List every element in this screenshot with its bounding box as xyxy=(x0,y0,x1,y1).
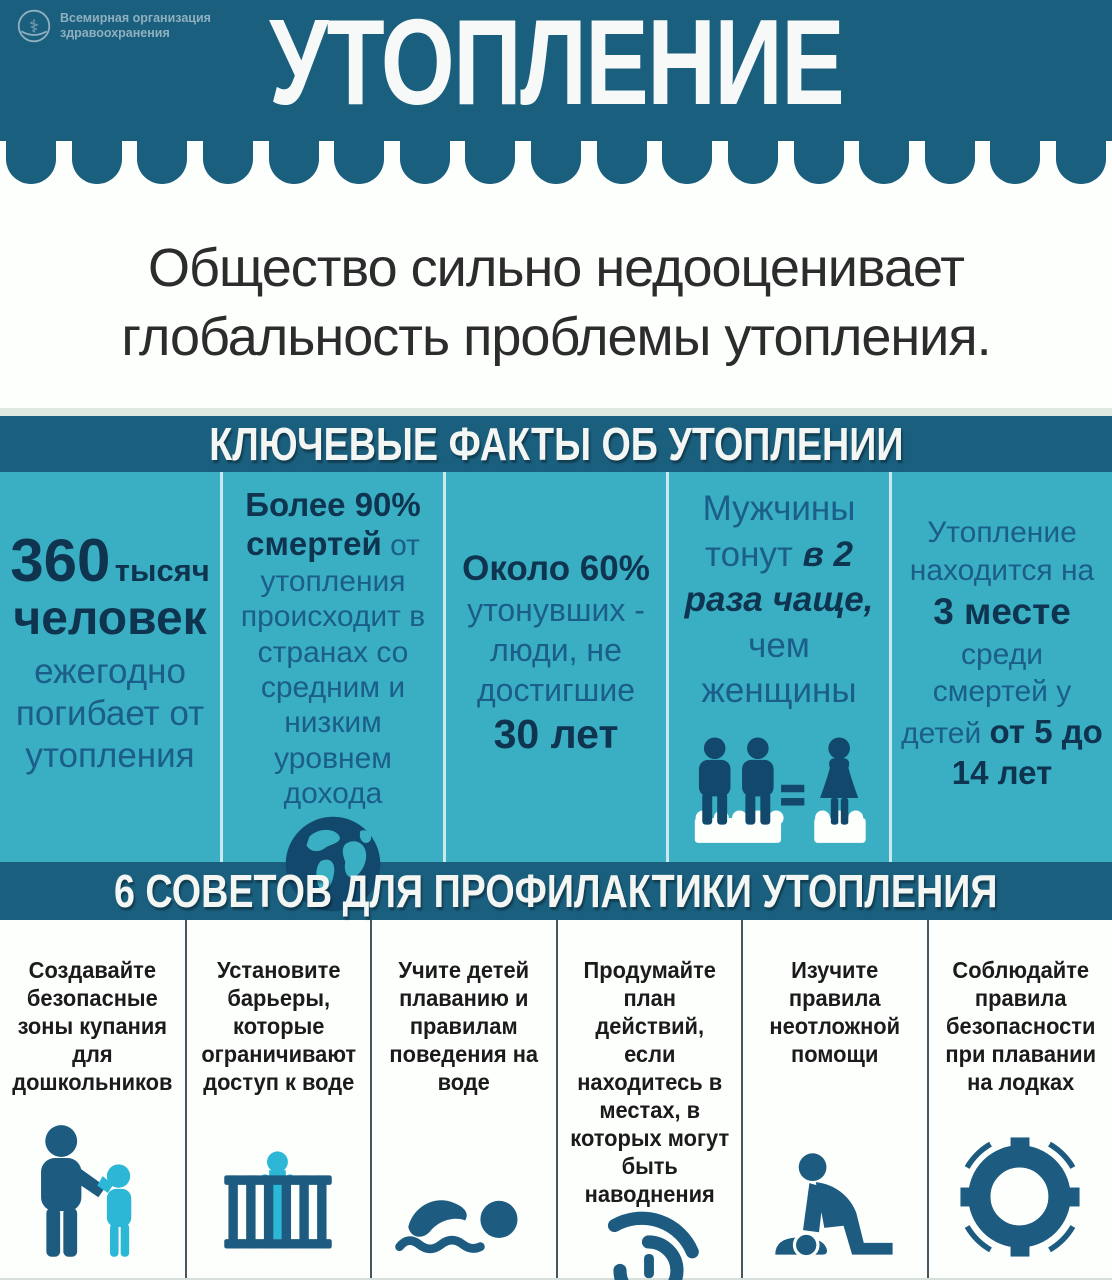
fact-child-deaths xyxy=(889,472,1112,862)
tip-first-aid xyxy=(741,920,926,1278)
cpr-first-aid-icon xyxy=(760,1149,910,1266)
fact-emphasis: Около 60% xyxy=(462,549,650,589)
page-title: УТОПЛЕНИЕ xyxy=(268,0,844,130)
wave-finger xyxy=(531,132,581,184)
svg-text:⚕: ⚕ xyxy=(29,16,39,37)
wave-finger xyxy=(728,132,778,184)
fact-emphasis-2: от 5 до 14 лет xyxy=(951,712,1103,792)
fact-under-30 xyxy=(443,472,666,862)
fact-death-toll xyxy=(0,472,220,862)
fact-text: ежегодно погибает от утопления xyxy=(15,651,205,775)
header xyxy=(0,0,1112,132)
fact-emphasis: человек xyxy=(13,592,207,646)
fact-big-number: 360 xyxy=(10,527,111,595)
adult-with-child-icon xyxy=(23,1123,161,1266)
fact-text: от утопления происходит в странах со средним и низким уровнем дохода xyxy=(240,528,426,811)
wave-finger xyxy=(269,132,319,184)
wave-finger xyxy=(859,132,909,184)
wave-finger xyxy=(662,132,712,184)
fact-text: Утопление находится на xyxy=(909,516,1095,587)
key-facts-section xyxy=(0,472,1112,862)
tip-flood-plan xyxy=(556,920,741,1278)
intro-line-1: Общество сильно недооценивает xyxy=(148,238,964,298)
wave-finger xyxy=(334,132,384,184)
wave-finger xyxy=(465,132,515,184)
fact-text-2: чем женщины xyxy=(701,625,857,710)
wave-finger xyxy=(137,132,187,184)
fact-low-income-countries xyxy=(220,472,443,862)
tip-text: Создавайте безопасные зоны купания для дошкольников xyxy=(12,957,173,1096)
fact-emphasis: в 2 раза чаще, xyxy=(684,534,874,619)
divider-strip xyxy=(0,408,1112,416)
intro-statement xyxy=(0,190,1112,408)
tip-barriers xyxy=(185,920,370,1278)
key-facts-banner-title: КЛЮЧЕВЫЕ ФАКТЫ ОБ УТОПЛЕНИИ xyxy=(208,418,904,470)
flood-cyclone-alert-icon xyxy=(586,1208,712,1280)
wave-finger xyxy=(203,132,253,184)
tips-banner xyxy=(0,862,1112,920)
wave-finger xyxy=(925,132,975,184)
wave-finger xyxy=(597,132,647,184)
barrier-fence-icon xyxy=(218,1141,338,1266)
wave-finger xyxy=(72,132,122,184)
tips-section xyxy=(0,920,1112,1280)
fact-emphasis: 3 месте xyxy=(933,591,1071,633)
tip-text: Учите детей плаванию и правилам поведения на воде xyxy=(389,957,539,1096)
wave-finger xyxy=(990,132,1040,184)
key-facts-banner xyxy=(0,416,1112,472)
tip-text: Изучите правила неотложной помощи xyxy=(769,957,901,1068)
swimmer-icon xyxy=(393,1157,535,1266)
wave-finger xyxy=(794,132,844,184)
tips-banner-title: 6 СОВЕТОВ ДЛЯ ПРОФИЛАКТИКИ УТОПЛЕНИЯ xyxy=(114,865,998,917)
lifebuoy-icon xyxy=(956,1133,1084,1266)
tip-teach-swimming xyxy=(370,920,555,1278)
two-men-equal-one-woman-icon xyxy=(681,735,877,852)
wave-finger xyxy=(400,132,450,184)
tip-safe-zones xyxy=(0,920,185,1278)
fact-text: утонувших - люди, не достигшие xyxy=(467,592,645,709)
fact-emphasis-2: 30 лет xyxy=(493,711,619,758)
fact-emphasis: Более 90% смертей xyxy=(245,486,421,562)
who-org-name: Всемирная организация здравоохранения xyxy=(60,11,211,40)
tip-text: Продумайте план действий, если находитесь в местах, в которых могут быть наводнения xyxy=(569,957,729,1208)
fact-men-vs-women xyxy=(666,472,889,862)
wave-finger xyxy=(6,132,56,184)
intro-line-2: глобальность проблемы утопления. xyxy=(121,307,991,368)
tip-boating-safety xyxy=(927,920,1112,1278)
fact-big-unit: тысяч xyxy=(114,553,210,589)
fact-text-2: среди смертей у детей xyxy=(901,637,1072,750)
tip-text: Установите барьеры, которые ограничивают доступ к воде xyxy=(200,957,356,1096)
wave-finger xyxy=(1056,132,1106,184)
wave-edge xyxy=(0,132,1112,190)
fact-text: Мужчины тонут xyxy=(702,489,856,574)
tip-text: Соблюдайте правила безопасности при плавании на лодках xyxy=(944,957,1096,1096)
